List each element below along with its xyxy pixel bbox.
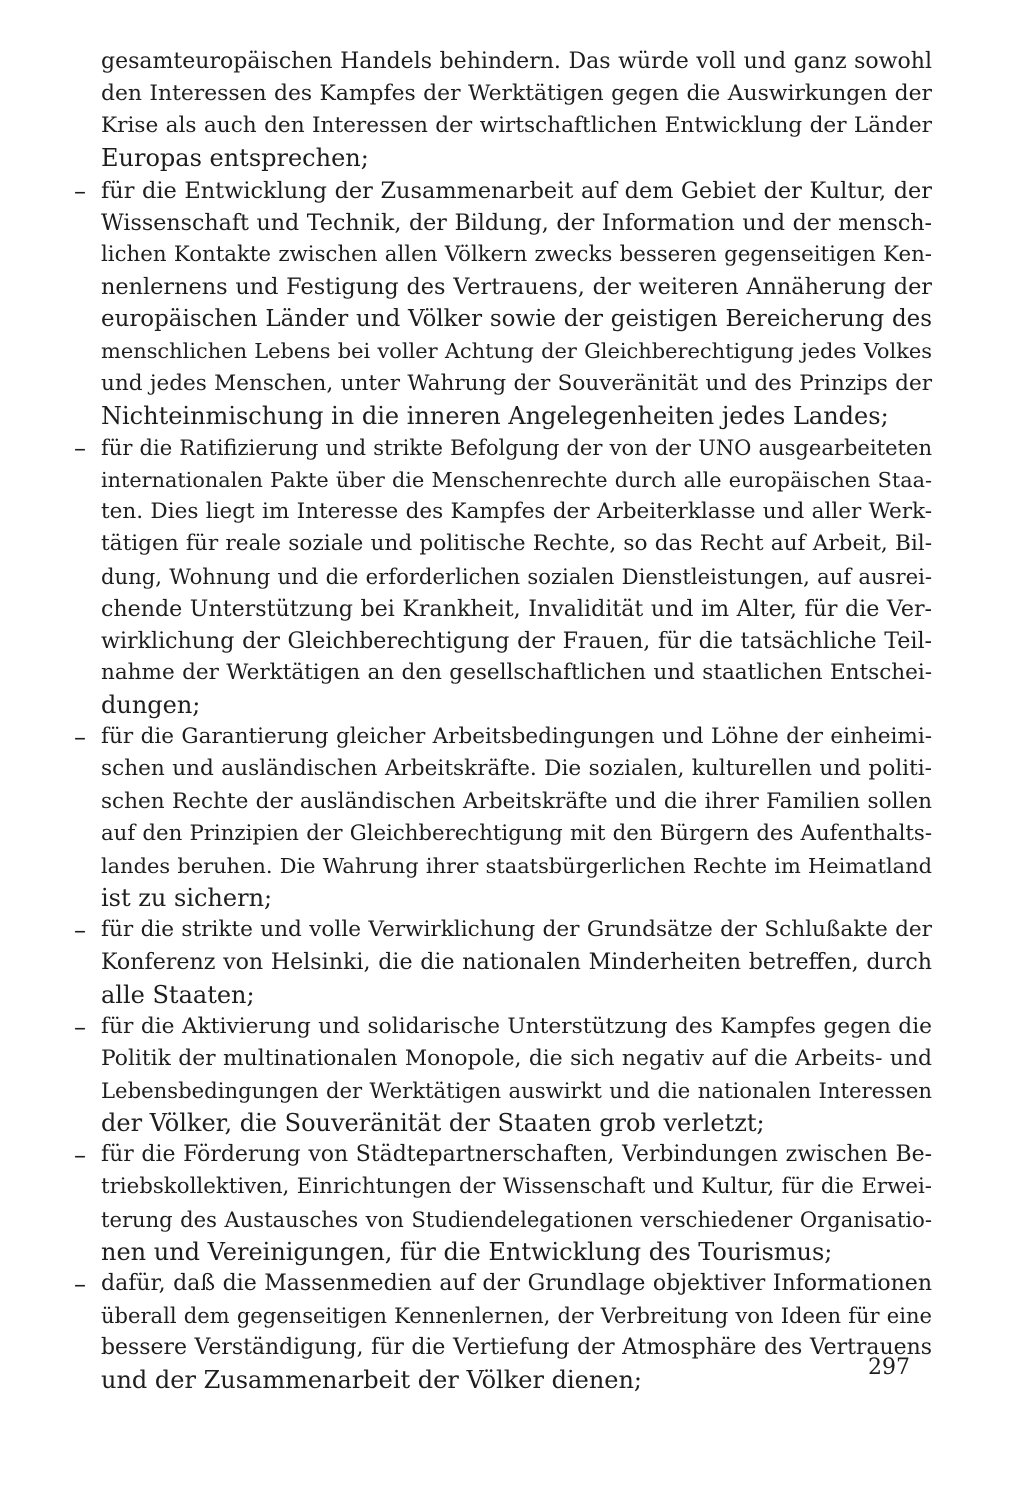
- text-line: ist zu sichern;: [101, 884, 273, 913]
- text-line: wirklichung der Gleichberechtigung der Frauen, für die tatsächliche Teil-: [101, 627, 932, 654]
- dash-bullet: –: [74, 1012, 86, 1041]
- dash-bullet: –: [74, 723, 86, 752]
- text-line: tätigen für reale soziale und politische Rechte, so das Recht auf Arbeit, Bil-: [101, 531, 932, 557]
- page-number: 297: [868, 1355, 910, 1380]
- list-item: [74, 1268, 932, 1397]
- text-line: nenlernens und Festigung des Vertrauens, der weiteren Annäherung der: [101, 274, 932, 301]
- text-line: für die Förderung von Städtepartnerschaften, Verbindungen zwischen Be-: [101, 1142, 932, 1168]
- list-item: [74, 175, 932, 432]
- text-line: schen und ausländischen Arbeitskräfte. Die sozialen, kulturellen und politi-: [101, 756, 932, 782]
- text-line: Nichteinmischung in die inneren Angelegenheiten jedes Landes;: [101, 401, 889, 430]
- text-line: auf den Prinzipien der Gleichberechtigung mit den Bürgern des Aufenthalts-: [101, 820, 932, 846]
- dash-bullet: –: [74, 916, 86, 945]
- text-line: Lebensbedingungen der Werktätigen auswirkt und die nationalen Interessen: [101, 1078, 932, 1103]
- text-line: europäischen Länder und Völker sowie der geistigen Bereicherung des: [101, 306, 932, 333]
- text-line: Politik der multinationalen Monopole, die sich negativ auf die Arbeits- und: [101, 1045, 932, 1071]
- text-line: für die Aktivierung und solidarische Unterstützung des Kampfes gegen die: [101, 1013, 932, 1039]
- text-line: Krise als auch den Interessen der wirtschaftlichen Entwicklung der Länder: [101, 113, 932, 139]
- text-line: der Völker, die Souveränität der Staaten grob verletzt;: [101, 1109, 765, 1138]
- text-line: Europas entsprechen;: [101, 144, 369, 173]
- intro-paragraph: [101, 46, 932, 175]
- text-line: für die strikte und volle Verwirklichung der Grundsätze der Schlußakte der: [101, 917, 932, 943]
- text-line: für die Entwicklung der Zusammenarbeit auf dem Gebiet der Kultur, der: [101, 177, 932, 204]
- list-item: [74, 432, 932, 721]
- text-line: dafür, daß die Massenmedien auf der Grundlage objektiver Informationen: [101, 1270, 932, 1296]
- text-line: chende Unterstützung bei Krankheit, Invalidität und im Alter, für die Ver-: [101, 595, 932, 622]
- page-body: [74, 46, 932, 1397]
- text-line: triebskollektiven, Einrichtungen der Wissenschaft und Kultur, für die Erwei-: [101, 1174, 932, 1200]
- text-line: für die Ratifizierung und strikte Befolgung der von der UNO ausgearbeiteten: [101, 434, 932, 460]
- text-line: landes beruhen. Die Wahrung ihrer staatsbürgerlichen Rechte im Heimatland: [101, 853, 932, 878]
- text-line: und der Zusammenarbeit der Völker dienen;: [101, 1366, 643, 1395]
- text-line: dungen;: [101, 691, 201, 720]
- text-line: nen und Vereinigungen, für die Entwicklung des Tourismus;: [101, 1237, 833, 1266]
- text-line: alle Staaten;: [101, 980, 255, 1009]
- dash-bullet: –: [74, 433, 86, 462]
- list-item: [74, 1139, 932, 1268]
- text-line: Wissenschaft und Technik, der Bildung, der Information und der mensch-: [101, 209, 932, 236]
- list-item: [74, 721, 932, 914]
- text-line: schen Rechte der ausländischen Arbeitskräfte und die ihrer Familien sollen: [101, 788, 932, 814]
- text-line: lichen Kontakte zwischen allen Völkern zwecks besseren gegenseitigen Ken-: [101, 241, 932, 267]
- text-line: gesamteuropäischen Handels behindern. Das würde voll und ganz sowohl: [101, 49, 932, 74]
- text-line: dung, Wohnung und die erforderlichen sozialen Dienstleistungen, auf ausrei-: [101, 563, 932, 589]
- text-line: Konferenz von Helsinki, die die nationalen Minderheiten betreffen, durch: [101, 949, 932, 976]
- text-line: bessere Verständigung, für die Vertiefung der Atmosphäre des Vertrauens: [101, 1335, 932, 1361]
- dash-bullet: –: [74, 1141, 86, 1170]
- text-line: und jedes Menschen, unter Wahrung der Souveränität und des Prinzips der: [101, 370, 932, 396]
- text-line: nahme der Werktätigen an den gesellschaftlichen und staatlichen Entschei-: [101, 659, 932, 685]
- text-line: terung des Austausches von Studiendelegationen verschiedener Organisatio-: [101, 1206, 932, 1232]
- list-item: [74, 914, 932, 1010]
- text-line: internationalen Pakte über die Menschenrechte durch alle europäischen Staa-: [101, 468, 932, 493]
- list-item: [74, 1011, 932, 1140]
- text-line: überall dem gegenseitigen Kennenlernen, der Verbreitung von Ideen für eine: [101, 1303, 932, 1329]
- text-line: menschlichen Lebens bei voller Achtung der Gleichberechtigung jedes Volkes: [101, 339, 932, 364]
- dash-bullet: –: [74, 176, 86, 205]
- text-line: ten. Dies liegt im Interesse des Kampfes der Arbeiterklasse und aller Werk-: [101, 499, 932, 525]
- dash-bullet: –: [74, 1269, 86, 1298]
- text-line: den Interessen des Kampfes der Werktätigen gegen die Auswirkungen der: [101, 81, 932, 107]
- text-line: für die Garantierung gleicher Arbeitsbedingungen und Löhne der einheimi-: [101, 724, 932, 750]
